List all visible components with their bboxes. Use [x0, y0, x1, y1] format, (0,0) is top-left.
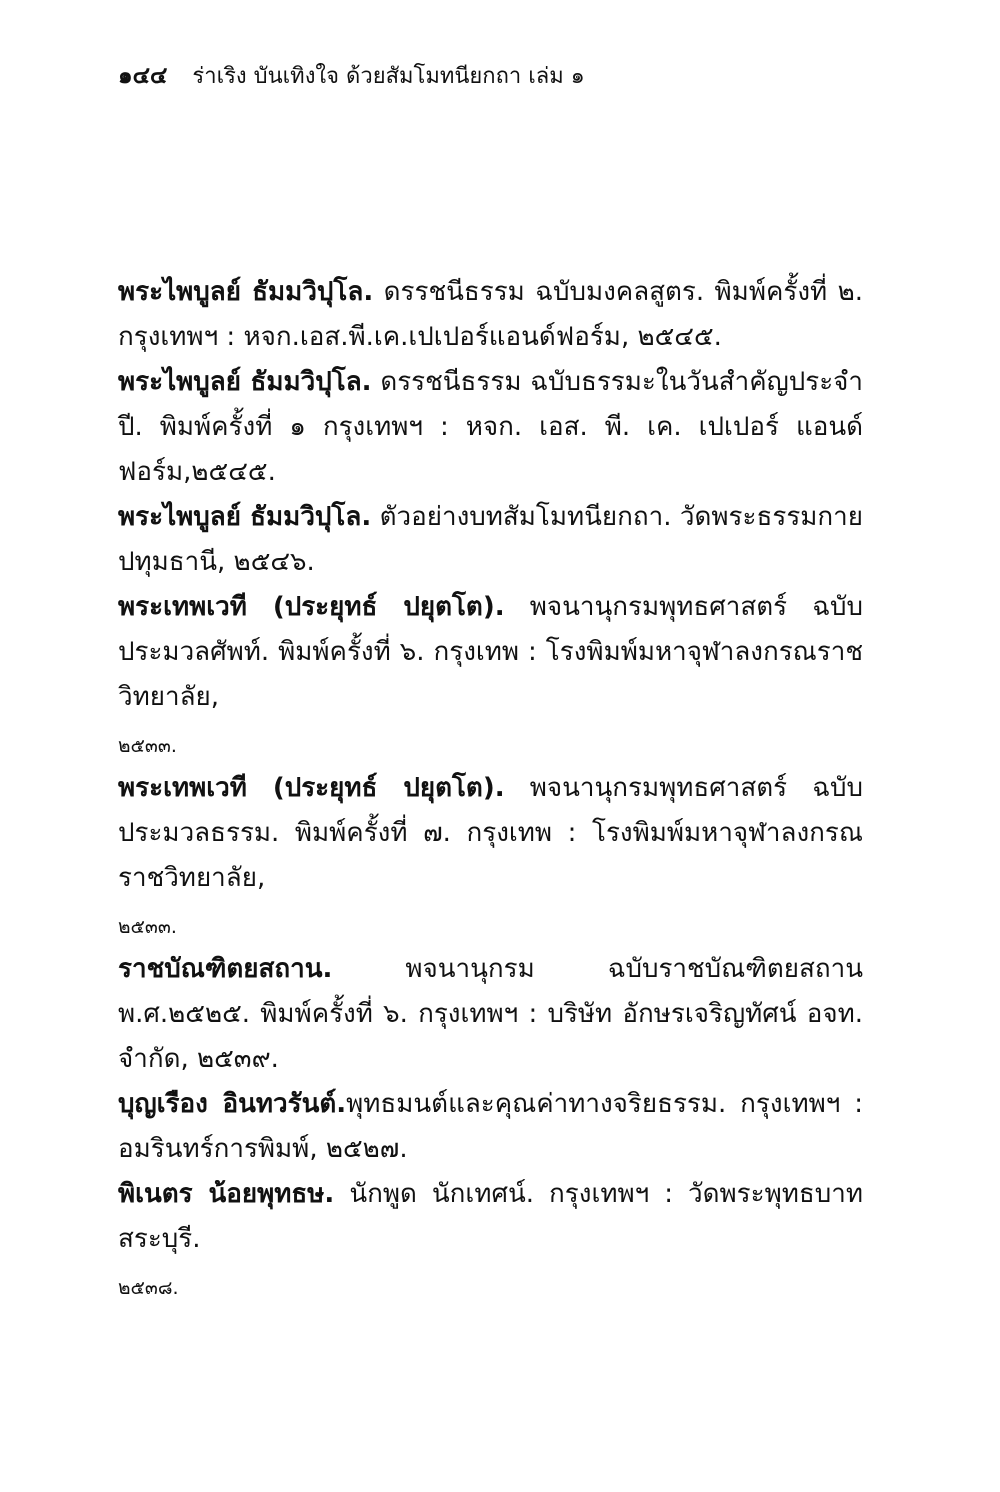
entry-year: ๒๕๓๓.	[118, 735, 177, 757]
entry-text: พจนานุกรมพุทธศาสตร์ ฉบับประมวลธรรม. พิมพ์ครั้งที่ ๗. กรุงเทพ : โรงพิมพ์มหาจุฬาลงกรณราชวิทยาลัย,	[118, 773, 863, 893]
entry-author: พระเทพเวที (ประยุทธ์ ปยุตโต).	[118, 773, 505, 803]
entry-author: บุญเรือง อินทวรันต์.	[118, 1089, 347, 1119]
entry-text: ดรรชนีธรรม ฉบับมงคลสูตร. พิมพ์ครั้งที่ ๒. กรุงเทพฯ : หจก.เอส.พี.เค.เปเปอร์แอนด์ฟอร์ม, ๒๕๔๕.	[118, 277, 863, 352]
bibliography-entry	[118, 1082, 863, 1172]
entry-author: พระไพบูลย์ ธัมมวิปุโล.	[118, 502, 372, 532]
page-header	[118, 58, 898, 94]
entry-year: ๒๕๓๘.	[118, 1277, 179, 1299]
entry-text: พจนานุกรมพุทธศาสตร์ ฉบับประมวลศัพท์. พิมพ์ครั้งที่ ๖. กรุงเทพ : โรงพิมพ์มหาจุฬาลงกรณราชวิทยาลัย,	[118, 592, 863, 712]
bibliography-entry	[118, 585, 863, 766]
entry-text: นักพูด นักเทศน์. กรุงเทพฯ : วัดพระพุทธบาท สระบุรี.	[118, 1179, 863, 1254]
entry-text: ดรรชนีธรรม ฉบับธรรมะในวันสำคัญประจำปี. พิมพ์ครั้งที่ ๑ กรุงเทพฯ : หจก. เอส. พี. เค. เปเปอร์ แอนด์ ฟอร์ม,๒๕๔๕.	[118, 367, 864, 487]
bibliography-entry	[118, 360, 863, 495]
entry-author: พิเนตร น้อยพุทธษ.	[118, 1179, 335, 1209]
entry-year: ๒๕๓๓.	[118, 916, 177, 938]
entry-text: ตัวอย่างบทสัมโมทนียกถา. วัดพระธรรมกาย ปทุมธานี, ๒๕๔๖.	[118, 502, 863, 577]
entry-author: ราชบัณฑิตยสถาน.	[118, 954, 333, 984]
bibliography-list	[118, 270, 863, 1308]
bibliography-entry	[118, 947, 863, 1082]
bibliography-entry	[118, 495, 863, 585]
entry-author: พระไพบูลย์ ธัมมวิปุโล.	[118, 367, 372, 397]
bibliography-entry	[118, 766, 863, 947]
bibliography-entry	[118, 1172, 863, 1308]
entry-author: พระเทพเวที (ประยุทธ์ ปยุตโต).	[118, 592, 505, 622]
bibliography-entry	[118, 270, 863, 360]
book-title: ร่าเริง บันเทิงใจ ด้วยสัมโมทนียกถา เล่ม ๑	[192, 64, 585, 89]
entry-author: พระไพบูลย์ ธัมมวิปุโล.	[118, 277, 374, 307]
entry-text: พจนานุกรม ฉบับราชบัณฑิตยสถาน พ.ศ.๒๕๒๕. พิมพ์ครั้งที่ ๖. กรุงเทพฯ : บริษัท อักษรเจริญทัศน์ อจท. จำกัด, ๒๕๓๙.	[118, 954, 863, 1074]
entry-text: พุทธมนต์และคุณค่าทางจริยธรรม. กรุงเทพฯ : อมรินทร์การพิมพ์, ๒๕๒๗.	[118, 1089, 863, 1164]
page-number: ๑๔๔	[118, 63, 168, 89]
